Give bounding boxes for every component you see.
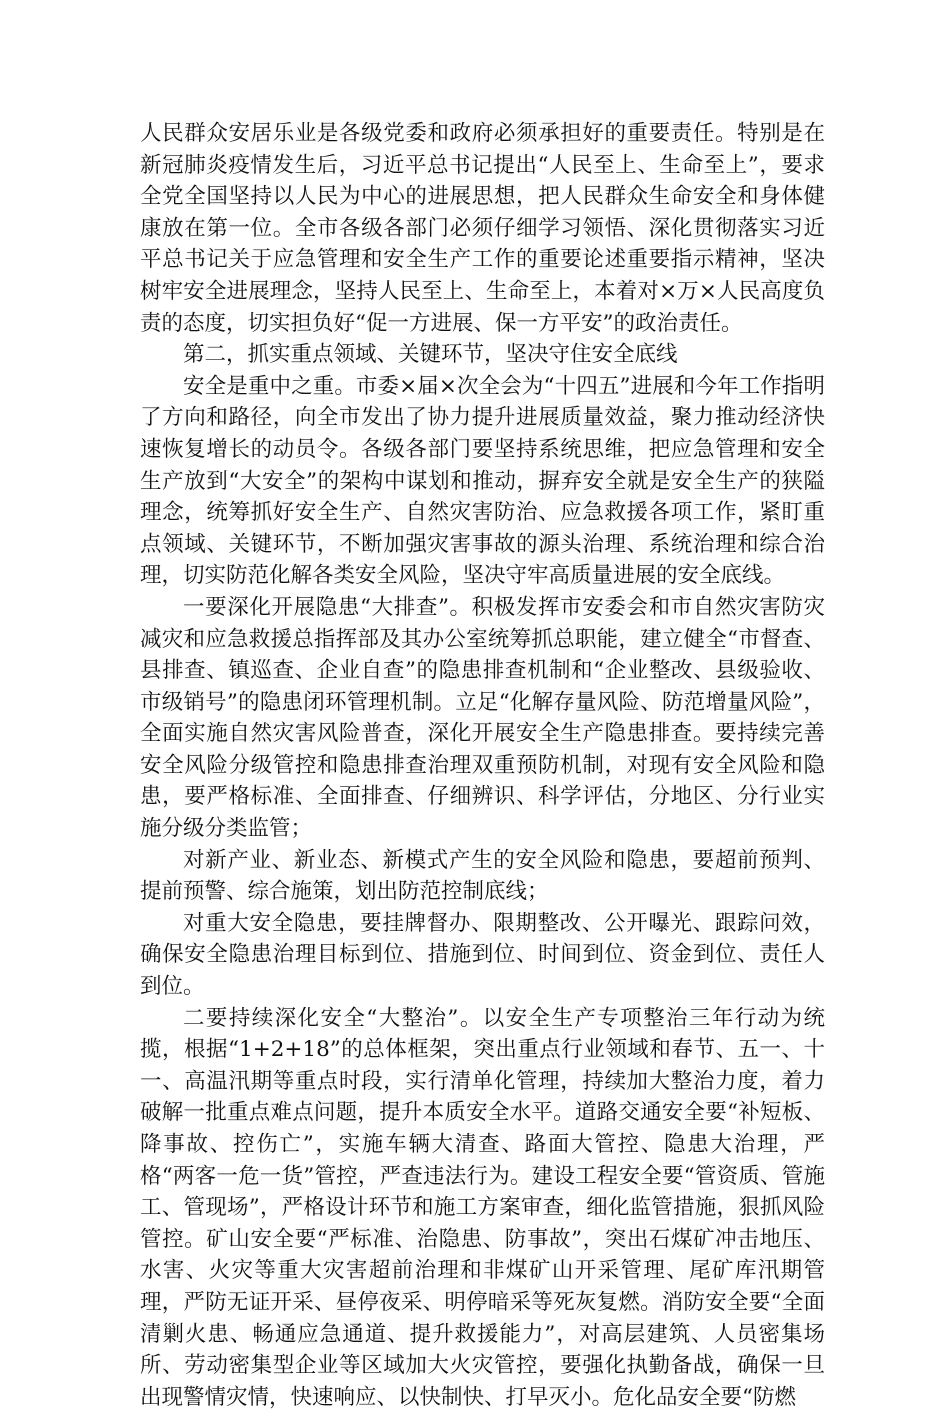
paragraph-continuation: 人民群众安居乐业是各级党委和政府必须承担好的重要责任。特别是在新冠肺炎疫情发生后，习近平总书记提出“人民至上、生命至上”，要求全党全国坚持以人民为中心的进展思想，把人民群众生命安全和身体健康放在第一位。全市各级各部门必须仔细学习领悟、深化贯彻落实习近平总书记关于应急管理和安全生产工作的重要论述重要指示精神，坚决树牢安全进展理念，坚持人民至上、生命至上，本着对×万×人民高度负责的态度，切实担负好“促一方进展、保一方平安”的政治责任。 bbox=[140, 121, 825, 336]
document-body bbox=[140, 118, 825, 1413]
paragraph: 对重大安全隐患，要挂牌督办、限期整改、公开曝光、跟踪问效，确保安全隐患治理目标到位、措施到位、时间到位、资金到位、责任人到位。 bbox=[140, 910, 825, 1000]
section-heading: 第二，抓实重点领域、关键环节，坚决守住安全底线 bbox=[183, 342, 678, 368]
paragraph: 二要持续深化安全“大整治”。以安全生产专项整治三年行动为统揽，根据“1+2+18”的总体框架，突出重点行业领域和春节、五一、十一、高温汛期等重点时段，实行清单化管理，持续加大整治力度，着力破解一批重点难点问题，提升本质安全水平。道路交通安全要“补短板、降事故、控伤亡”，实施车辆大清查、路面大管控、隐患大治理，严格“两客一危一货”管控，严查违法行为。建设工程安全要“管资质、管施工、管现场”，严格设计环节和施工方案审查，细化监管措施，狠抓风险管控。矿山安全要“严标准、治隐患、防事故”，突出石煤矿冲击地压、水害、火灾等重大灾害超前治理和非煤矿山开采管理、尾矿库汛期管理，严防无证开采、昼停夜采、明停暗采等死灰复燃。消防安全要“全面清剿火患、畅通应急通道、提升救援能力”，对高层建筑、人员密集场所、劳动密集型企业等区域加大火灾管控，要强化执勤备战，确保一旦出现警情灾情，快速响应、以快制快、打早灭小。危化品安全要“防燃 bbox=[140, 1005, 825, 1410]
paragraph: 安全是重中之重。市委×届×次全会为“十四五”进展和今年工作指明了方向和路径，向全市发出了协力提升进展质量效益，聚力推动经济快速恢复增长的动员令。各级各部门要坚持系统思维，把应急管理和安全生产放到“大安全”的架构中谋划和推动，摒弃安全就是安全生产的狭隘理念，统筹抓好安全生产、自然灾害防治、应急救援各项工作，紧盯重点领域、关键环节，不断加强灾害事故的源头治理、系统治理和综合治理，切实防范化解各类安全风险，坚决守牢高质量进展的安全底线。 bbox=[140, 373, 825, 589]
paragraph: 一要深化开展隐患“大排查”。积极发挥市安委会和市自然灾害防灾减灾和应急救援总指挥部及其办公室统筹抓总职能，建立健全“市督查、县排查、镇巡查、企业自查”的隐患排查机制和“企业整改、县级验收、市级销号”的隐患闭环管理机制。立足“化解存量风险、防范增量风险”，全面实施自然灾害风险普查，深化开展安全生产隐患排查。要持续完善安全风险分级管控和隐患排查治理双重预防机制，对现有安全风险和隐患，要严格标准、全面排查、仔细辨识、科学评估，分地区、分行业实施分级分类监管； bbox=[140, 594, 825, 842]
paragraph: 对新产业、新业态、新模式产生的安全风险和隐患，要超前预判、提前预警、综合施策，划出防范控制底线； bbox=[140, 847, 825, 905]
